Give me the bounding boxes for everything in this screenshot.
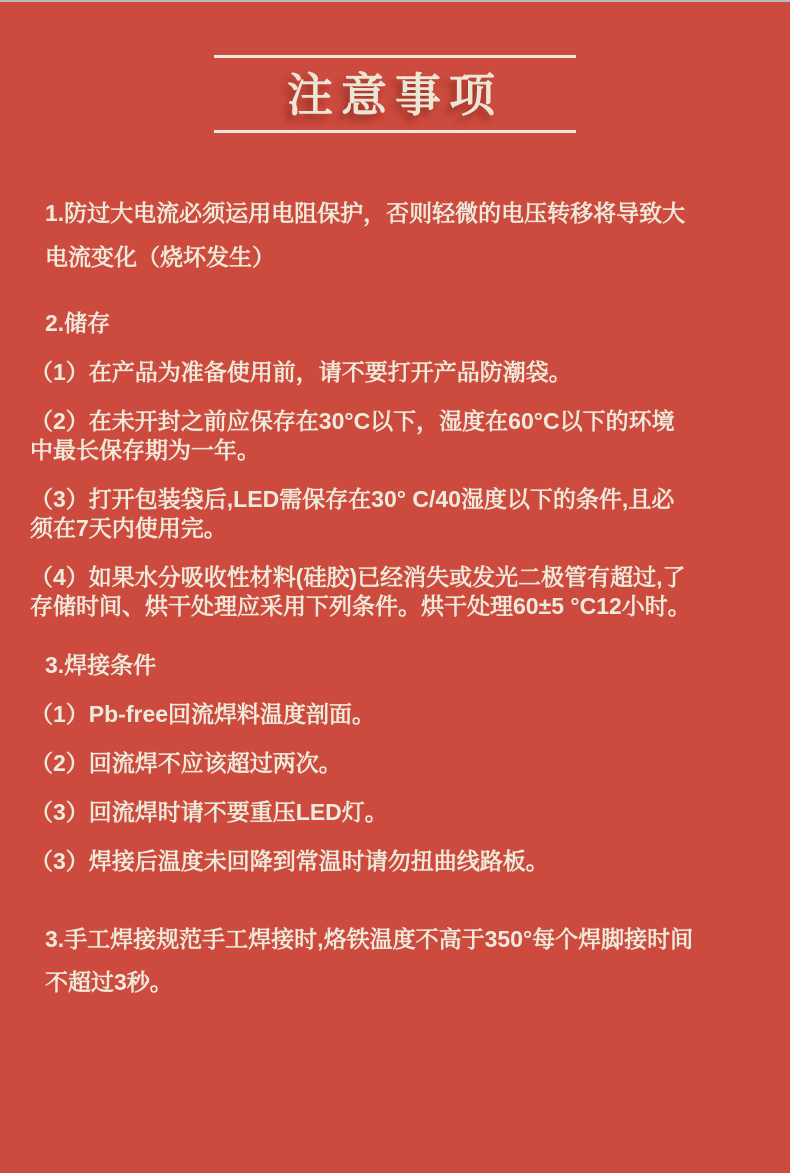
- text-line: （1）在产品为准备使用前，请不要打开产品防潮袋。: [30, 359, 572, 385]
- text-line: 电流变化（烧坏发生）: [45, 244, 275, 270]
- text-line: （2）回流焊不应该超过两次。: [30, 750, 342, 776]
- text-line: 须在7天内使用完。: [30, 515, 227, 541]
- text-line: 存储时间、烘干处理应采用下列条件。烘干处理60±5 °C12小时。: [30, 593, 691, 619]
- paragraph-overcurrent-protection: [30, 191, 760, 279]
- notice-header: [0, 55, 790, 133]
- heading-storage: [30, 309, 760, 338]
- soldering-item-4: [30, 847, 760, 876]
- text-line: 中最长保存期为一年。: [30, 437, 260, 463]
- storage-item-3: [30, 485, 760, 543]
- soldering-item-2: [30, 749, 760, 778]
- page-title: 注意事项: [287, 69, 503, 121]
- storage-item-4: [30, 563, 760, 621]
- text-line: 不超过3秒。: [45, 969, 173, 995]
- section-heading-text: 3.焊接条件: [45, 652, 157, 678]
- title-bottom-rule: [214, 130, 576, 133]
- text-line: （1）Pb-free回流焊料温度剖面。: [30, 701, 376, 727]
- storage-item-2: [30, 407, 760, 465]
- title-top-rule: [214, 55, 576, 58]
- storage-item-1: [30, 358, 760, 387]
- heading-soldering: [30, 651, 760, 680]
- text-line: （3）打开包装袋后,LED需保存在30° C/40湿度以下的条件,且必: [30, 486, 675, 512]
- text-line: （3）回流焊时请不要重压LED灯。: [30, 799, 388, 825]
- paragraph-hand-soldering: [30, 918, 760, 1004]
- text-line: 3.手工焊接规范手工焊接时,烙铁温度不高于350°每个焊脚接时间: [45, 926, 694, 952]
- text-line: （2）在未开封之前应保存在30°C以下，湿度在60°C以下的环境: [30, 408, 675, 434]
- section-heading-text: 2.储存: [45, 310, 111, 336]
- text-line: （3）焊接后温度未回降到常温时请勿扭曲线路板。: [30, 848, 549, 874]
- soldering-item-3: [30, 798, 760, 827]
- soldering-item-1: [30, 700, 760, 729]
- text-line: （4）如果水分吸收性材料(硅胶)已经消失或发光二极管有超过,了: [30, 564, 686, 590]
- notice-body: [0, 191, 790, 1004]
- text-line: 1.防过大电流必须运用电阻保护，否则轻微的电压转移将导致大: [45, 200, 686, 226]
